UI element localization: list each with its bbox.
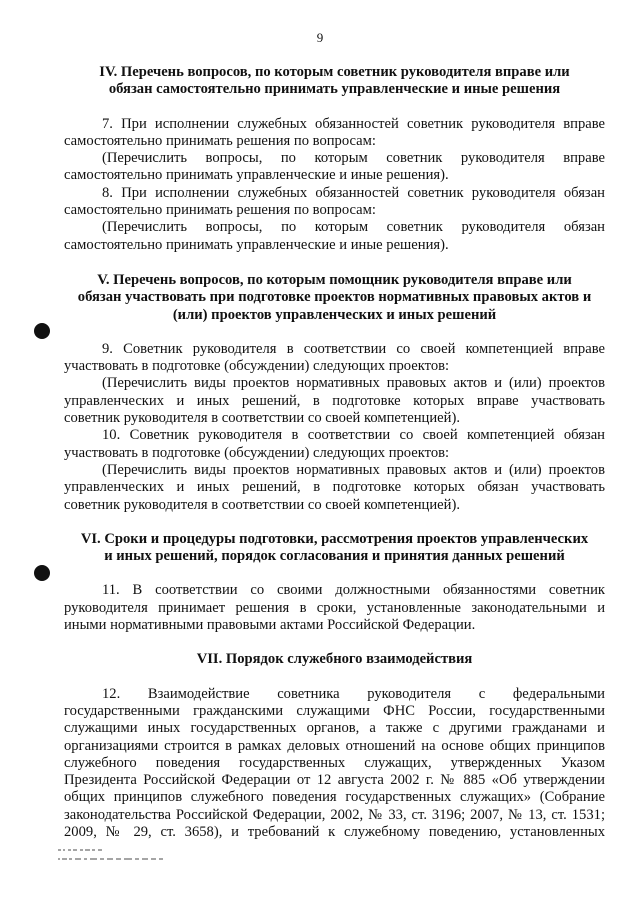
heading-line: обязан самостоятельно принимать управленческие и иные решения (108, 81, 561, 98)
text-line: самостоятельно принимать управленческие и иные решения). (64, 236, 449, 253)
text-line: организациями строится в рамках деловых отношений на основе общих принципов (64, 737, 605, 754)
text-line: служащими иных государственных органов, а также с другими гражданами и (64, 720, 605, 737)
text-line: служебного поведения государственных служащих, утвержденных Указом (64, 754, 605, 771)
text-line: (Перечислить вопросы, по которым советник руководителя обязан (102, 219, 605, 236)
text-line: государственными гражданскими служащими ФНС России, государственными (64, 702, 605, 719)
text-line: (Перечислить вопросы, по которым советник руководителя вправе (102, 150, 605, 167)
text-line: советник руководителя в соответствии со своей компетенцией). (64, 496, 460, 513)
document-body (64, 62, 605, 841)
faint-stamp-marks (58, 847, 178, 867)
page-number: 9 (316, 30, 324, 45)
faint-registration-stamp (58, 847, 178, 871)
text-line: (Перечислить виды проектов нормативных правовых актов и (или) проектов (102, 375, 605, 392)
heading-line: VII. Порядок служебного взаимодействия (196, 651, 473, 668)
text-line: самостоятельно принимать управленческие и иные решения). (64, 167, 449, 184)
heading-line: IV. Перечень вопросов, по которым советник руководителя вправе или (99, 64, 570, 80)
section-vii-title (64, 651, 605, 668)
heading-line: (или) проектов управленческих и иных решений (172, 306, 497, 323)
text-line: 8. При исполнении служебных обязанностей советник руководителя обязан (102, 184, 605, 201)
paragraph-9-note (64, 375, 605, 427)
text-line: управленческих и иных решений, в подготовке которых вправе участвовать (64, 392, 605, 409)
paragraph-12 (64, 686, 605, 842)
paragraph-7 (64, 116, 605, 151)
text-line: советник руководителя в соответствии со своей компетенцией). (64, 410, 460, 427)
text-line: управленческих и иных решений, в подготовке которых обязан участвовать (64, 479, 605, 496)
punch-hole-mark (34, 565, 50, 581)
text-line: законодательства Российской Федерации, 2002, № 33, ст. 3196; 2007, № 13, ст. 1531; (64, 806, 605, 823)
paragraph-8-note (64, 219, 605, 254)
text-line: участвовать в подготовке (обсуждении) следующих проектов: (64, 358, 450, 375)
paragraph-11 (64, 582, 605, 634)
section-vi-title (64, 531, 605, 566)
text-line: самостоятельно принимать решения по вопросам: (64, 202, 376, 219)
heading-line: обязан участвовать при подготовке проектов нормативных правовых актов и (77, 289, 592, 306)
paragraph-10 (64, 427, 605, 462)
section-v-title (64, 272, 605, 324)
text-line: иными нормативными правовыми актами Российской Федерации. (64, 617, 476, 634)
text-line: самостоятельно принимать решения по вопросам: (64, 132, 376, 149)
text-line: Президента Российской Федерации от 12 августа 2002 г. № 885 «Об утверждении (64, 772, 605, 789)
section-iv-title (64, 64, 605, 99)
text-line: участвовать в подготовке (обсуждении) следующих проектов: (64, 444, 450, 461)
text-line: руководителя принимает решения в сроки, установленные законодательными и (64, 599, 605, 616)
text-line: 12. Взаимодействие советника руководителя с федеральными (102, 685, 605, 702)
paragraph-10-note (64, 462, 605, 514)
text-line: 7. При исполнении служебных обязанностей советник руководителя вправе (102, 115, 605, 132)
text-line: 11. В соответствии со своими должностными обязанностями советник (102, 582, 605, 599)
text-line: общих принципов служебного поведения государственных служащих» (Собрание (64, 789, 605, 806)
heading-line: V. Перечень вопросов, по которым помощник руководителя вправе или (97, 271, 572, 288)
heading-line: и иных решений, порядок согласования и принятия данных решений (104, 548, 565, 565)
paragraph-7-note (64, 150, 605, 185)
punch-hole-mark (34, 323, 50, 339)
text-line: 2009, № 29, ст. 3658), и требований к служебному поведению, установленных (64, 823, 605, 840)
paragraph-8 (64, 185, 605, 220)
text-line: 10. Советник руководителя в соответствии со своей компетенцией обязан (102, 427, 605, 444)
heading-line: VI. Сроки и процедуры подготовки, рассмотрения проектов управленческих (80, 530, 589, 547)
paragraph-9 (64, 341, 605, 376)
text-line: (Перечислить виды проектов нормативных правовых актов и (или) проектов (102, 461, 605, 478)
text-line: 9. Советник руководителя в соответствии со своей компетенцией вправе (102, 340, 605, 357)
